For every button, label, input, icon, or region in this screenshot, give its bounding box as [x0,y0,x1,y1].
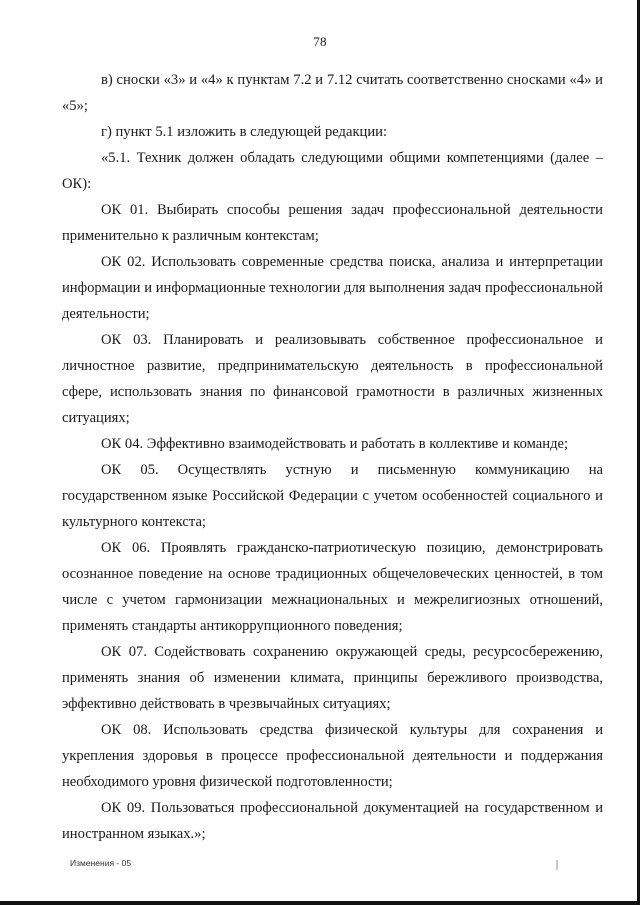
scan-edge-bottom [0,901,640,905]
competency-ok-02: ОК 02. Использовать современные средства поиска, анализа и интерпретации информации и информационные технологии для выполнения задач профессиональной деятельности; [62,254,603,322]
page-footer: Изменения - 05 [70,858,132,868]
page-number: 78 [313,34,327,49]
competency-ok-08: ОК 08. Использовать средства физической культуры для сохранения и укрепления здоровья в процессе профессиональной деятельности и поддержания необходимого уровня физической подготовленности; [62,722,603,790]
competency-ok-03: ОК 03. Планировать и реализовывать собственное профессиональное и личностное развитие, предпринимательскую деятельность в профессиональной сфере, использовать знания по финансовой грамотности в различных жизненных ситуациях; [62,332,603,426]
competency-ok-01: ОК 01. Выбирать способы решения задач профессиональной деятельности применительно к различным контекстам; [62,202,603,244]
competency-ok-05: ОК 05. Осуществлять устную и письменную коммуникацию на государственном языке Российской Федерации с учетом особенностей социального и культурного контекста; [62,462,603,530]
competency-ok-06: ОК 06. Проявлять гражданско-патриотическую позицию, демонстрировать осознанное поведение на основе традиционных общечеловеческих ценностей, в том числе с учетом гармонизации межнациональных и межрелигиозных отношений, применять стандарты антикоррупционного поведения; [62,540,603,634]
paragraph-clause-intro: г) пункт 5.1 изложить в следующей редакции: [101,124,388,140]
paragraph-competencies-intro: «5.1. Техник должен обладать следующими общими компетенциями (далее – ОК): [62,150,603,192]
paragraph-footnotes: в) сноски «3» и «4» к пунктам 7.2 и 7.12 считать соответственно сносками «4» и «5»; [62,72,603,114]
competency-ok-07: ОК 07. Содействовать сохранению окружающей среды, ресурсосбережению, применять знания об изменении климата, принципы бережливого производства, эффективно действовать в чрезвычайных ситуациях; [62,644,603,712]
document-body [62,67,603,847]
scan-mark [556,860,558,870]
competency-ok-04: ОК 04. Эффективно взаимодействовать и работать в коллективе и команде; [101,436,569,452]
competency-ok-09: ОК 09. Пользоваться профессиональной документацией на государственном и иностранном языках.»; [62,800,603,842]
